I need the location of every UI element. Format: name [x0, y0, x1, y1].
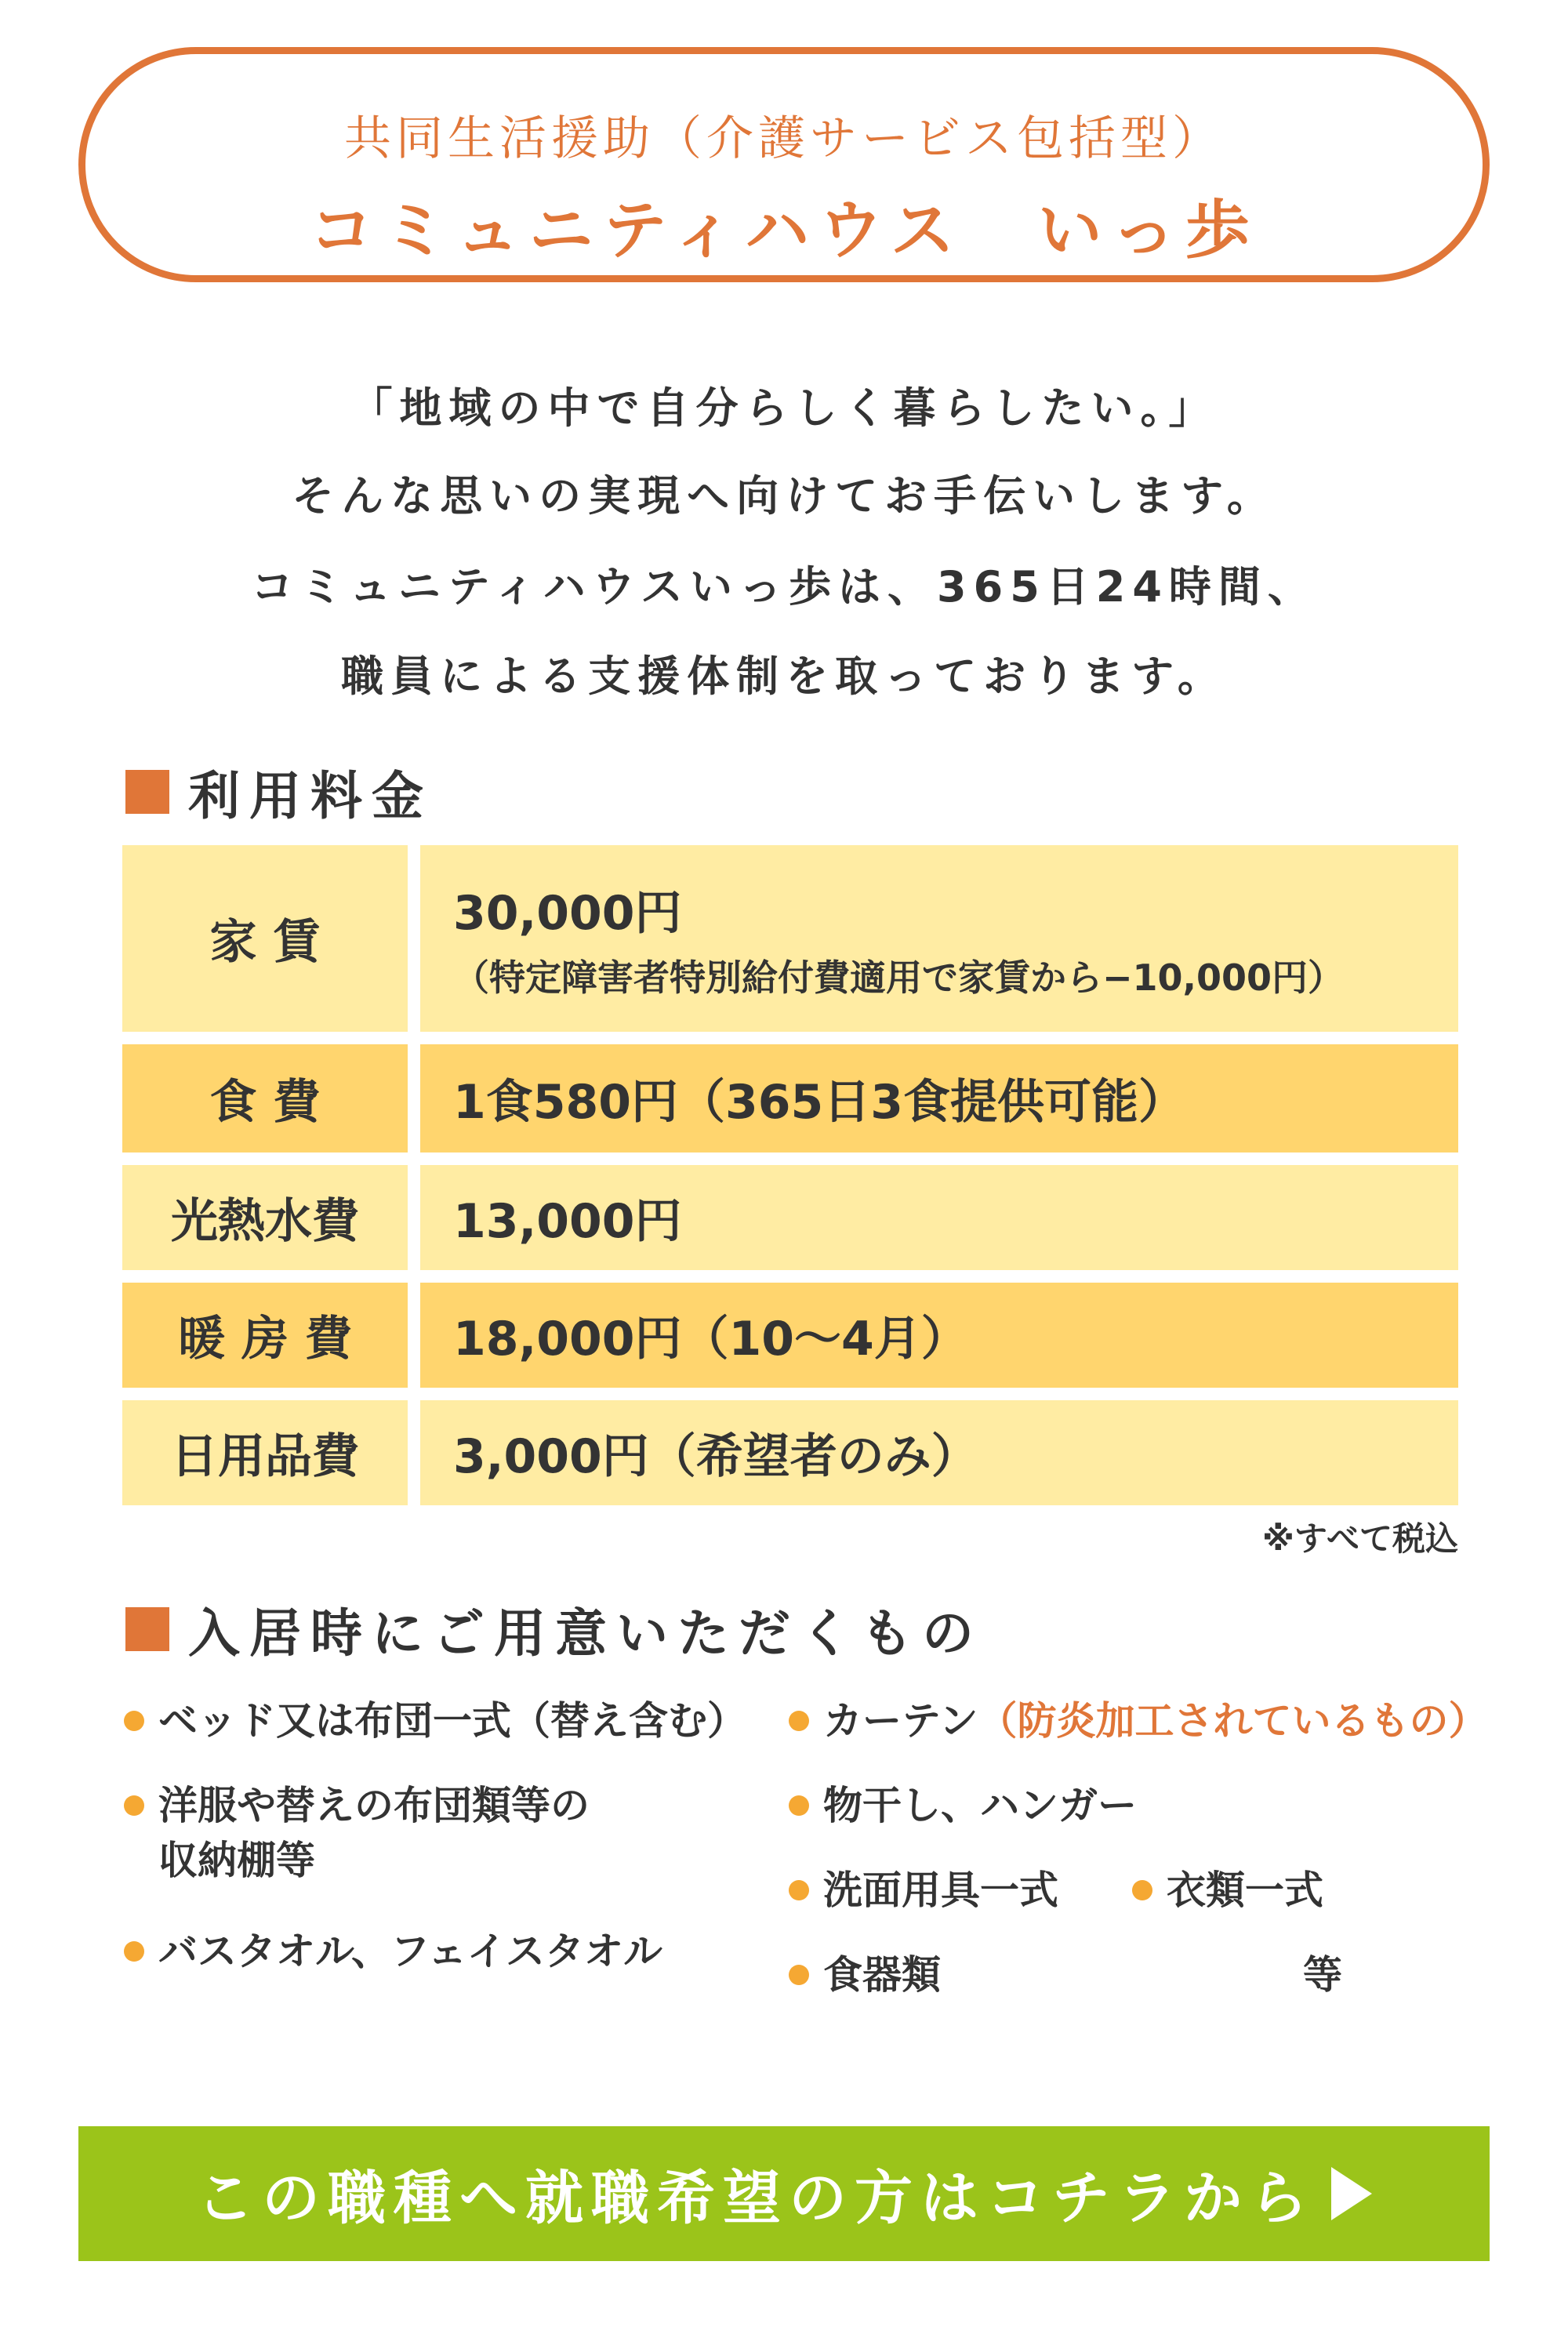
- item-text: 食器類: [823, 1952, 941, 1998]
- items-heading-text: 入居時にご用意いただくもの: [188, 1603, 983, 1664]
- fee-note: （特定障害者特別給付費適用で家賃から−10,000円）: [453, 956, 1345, 999]
- fee-value: 18,000円（10〜4月）: [453, 1312, 968, 1367]
- tax-note: ※すべて税込: [1262, 1519, 1458, 1558]
- fee-value-cell: [420, 1400, 1458, 1505]
- dot-bullet-icon: [789, 1880, 809, 1900]
- fee-value-cell: [420, 1165, 1458, 1270]
- item-text-block: [158, 1778, 590, 1888]
- list-item-tableware: [789, 1947, 941, 2002]
- fee-label: 日用品費: [122, 1400, 408, 1505]
- item-text: 洗面用具一式: [823, 1868, 1058, 1913]
- fee-row-utilities: [122, 1165, 1458, 1270]
- fee-row-rent: [122, 845, 1458, 1032]
- dot-bullet-icon: [1132, 1880, 1152, 1900]
- fees-heading: [125, 754, 433, 829]
- dot-bullet-icon: [124, 1795, 144, 1816]
- fee-row-food: [122, 1044, 1458, 1152]
- intro-line-3: コミュニティハウスいっ歩は、365日24時間、: [251, 562, 1317, 612]
- subtitle: 共同生活援助（介護サービス包括型）: [344, 111, 1224, 166]
- item-text: 洋服や替えの布団類等の: [158, 1783, 590, 1828]
- apply-button[interactable]: [78, 2126, 1490, 2261]
- item-text: 収納棚等: [158, 1838, 315, 1883]
- apply-button-label: この職種へ就職希望の方はコチラから: [196, 2165, 1316, 2232]
- list-item-clothes: [1132, 1863, 1323, 1918]
- dot-bullet-icon: [789, 1711, 809, 1731]
- dot-bullet-icon: [789, 1965, 809, 1985]
- square-bullet-icon: [125, 770, 169, 814]
- fee-label: 光熱水費: [122, 1165, 408, 1270]
- list-item-toiletries: [789, 1863, 1058, 1918]
- fee-value: 3,000円（希望者のみ）: [453, 1429, 978, 1484]
- item-text: カーテン: [823, 1698, 978, 1744]
- fees-heading-text: 利用料金: [188, 766, 433, 826]
- fee-row-heating: [122, 1283, 1458, 1388]
- list-item-curtain: [789, 1693, 1488, 1748]
- items-heading: [125, 1592, 983, 1666]
- fee-value: 13,000円: [453, 1194, 682, 1249]
- fee-value: 1食580円（365日3食提供可能）: [453, 1075, 1185, 1130]
- fee-label: 暖 房 費: [122, 1283, 408, 1388]
- item-text: 物干し、ハンガー: [823, 1783, 1137, 1828]
- fee-label: 食 費: [122, 1044, 408, 1152]
- curtain-note: （防炎加工されているもの）: [978, 1698, 1488, 1744]
- list-item-towel: [124, 1924, 662, 1979]
- title-box: [78, 47, 1490, 282]
- fee-value-cell: [420, 1044, 1458, 1152]
- dot-bullet-icon: [124, 1711, 144, 1731]
- fee-label: 家 賃: [122, 845, 408, 1032]
- intro-line-2: そんな思いの実現へ向けてお手伝いします。: [292, 471, 1276, 521]
- list-item-drying: [789, 1778, 1137, 1833]
- dot-bullet-icon: [789, 1795, 809, 1816]
- dot-bullet-icon: [124, 1941, 144, 1962]
- play-arrow-icon: [1331, 2167, 1372, 2220]
- fee-value: 30,000円: [453, 886, 682, 941]
- square-bullet-icon: [125, 1607, 169, 1651]
- list-item-storage: [124, 1778, 590, 1888]
- item-text: バスタオル、フェイスタオル: [158, 1929, 662, 1974]
- item-text: ベッド又は布団一式（替え含む）: [158, 1698, 746, 1744]
- item-text: 衣類一式: [1167, 1868, 1323, 1913]
- etc-label: 等: [1303, 1952, 1342, 1998]
- fee-value-cell: [420, 1283, 1458, 1388]
- fee-value-cell: [420, 845, 1458, 1032]
- fee-row-daily-goods: [122, 1400, 1458, 1505]
- list-item-bed: [124, 1693, 746, 1748]
- facility-name: コミュニティハウス いっ歩: [309, 194, 1259, 268]
- intro-line-1: 「地域の中で自分らしく暮らしたい。」: [350, 383, 1218, 433]
- intro-line-4: 職員による支援体制を取っております。: [341, 652, 1227, 701]
